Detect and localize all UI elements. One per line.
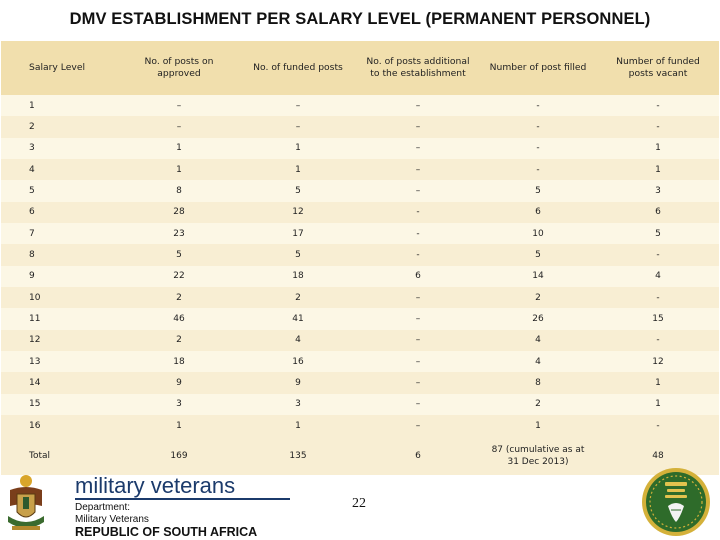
cell-posts-approved: – [119,95,239,116]
cell-funded-vacant: - [597,287,719,308]
cell-posts-filled: 4 [479,351,597,372]
cell-posts-approved: 23 [119,223,239,244]
cell-funded-posts: 12 [239,202,357,223]
cell-posts-additional: – [357,287,479,308]
cell-funded-vacant: - [597,95,719,116]
cell-funded-posts: 4 [239,330,357,351]
cell-funded-vacant: - [597,330,719,351]
total-label: Total [1,436,119,475]
cell-funded-vacant: - [597,244,719,265]
total-vacant: 48 [597,436,719,475]
cell-salary-level: 4 [1,159,119,180]
cell-funded-posts: 1 [239,159,357,180]
cell-posts-approved: 28 [119,202,239,223]
table-row [1,372,719,393]
brand-title: military veterans [75,473,236,498]
table-row [1,287,719,308]
cell-posts-filled: 1 [479,415,597,436]
cell-salary-level: 3 [1,138,119,159]
cell-posts-additional: – [357,415,479,436]
cell-posts-additional: – [357,372,479,393]
header-funded-posts: No. of funded posts [239,41,357,95]
cell-posts-additional: - [357,202,479,223]
table-row [1,394,719,415]
cell-posts-additional: – [357,138,479,159]
cell-funded-posts: 1 [239,415,357,436]
cell-posts-additional: 6 [357,266,479,287]
cell-salary-level: 16 [1,415,119,436]
table-row [1,138,719,159]
cell-posts-additional: – [357,394,479,415]
cell-posts-filled: - [479,159,597,180]
cell-posts-filled: 8 [479,372,597,393]
table-row [1,223,719,244]
cell-salary-level: 6 [1,202,119,223]
cell-posts-approved: 1 [119,159,239,180]
department-label: Department: Military Veterans [75,502,149,525]
cell-posts-filled: 2 [479,394,597,415]
cell-posts-approved: 8 [119,180,239,201]
cell-posts-filled: - [479,95,597,116]
cell-funded-vacant: - [597,415,719,436]
table-header-row [1,41,719,95]
cell-funded-vacant: 4 [597,266,719,287]
cell-posts-filled: 5 [479,180,597,201]
table-row [1,159,719,180]
cell-funded-vacant: - [597,116,719,137]
country-label: REPUBLIC OF SOUTH AFRICA [75,525,258,539]
header-posts-approved: No. of posts on approved [119,41,239,95]
cell-salary-level: 5 [1,180,119,201]
cell-posts-additional: – [357,116,479,137]
cell-funded-posts: – [239,116,357,137]
cell-salary-level: 2 [1,116,119,137]
cell-posts-filled: 5 [479,244,597,265]
cell-posts-approved: 18 [119,351,239,372]
table-row [1,330,719,351]
table-row [1,95,719,116]
cell-funded-vacant: 15 [597,308,719,329]
cell-posts-approved: 22 [119,266,239,287]
table-row [1,266,719,287]
coat-of-arms-icon [4,472,48,536]
cell-posts-filled: 26 [479,308,597,329]
cell-posts-approved: 1 [119,415,239,436]
cell-salary-level: 9 [1,266,119,287]
table-row [1,244,719,265]
cell-funded-posts: 5 [239,244,357,265]
brand-underline [75,498,290,500]
table-row [1,180,719,201]
cell-posts-approved: 1 [119,138,239,159]
cell-funded-vacant: 1 [597,394,719,415]
cell-funded-posts: 5 [239,180,357,201]
cell-funded-vacant: 5 [597,223,719,244]
cell-posts-additional: - [357,223,479,244]
cell-posts-approved: 3 [119,394,239,415]
cell-salary-level: 8 [1,244,119,265]
cell-posts-approved: 9 [119,372,239,393]
cell-posts-additional: – [357,308,479,329]
cell-funded-vacant: 1 [597,159,719,180]
table-row [1,202,719,223]
cell-salary-level: 7 [1,223,119,244]
cell-salary-level: 13 [1,351,119,372]
cell-funded-posts: – [239,95,357,116]
header-posts-filled: Number of post filled [479,41,597,95]
total-filled: 87 (cumulative as at 31 Dec 2013) [479,436,597,475]
cell-posts-additional: – [357,351,479,372]
cell-funded-posts: 1 [239,138,357,159]
cell-salary-level: 10 [1,287,119,308]
table-row [1,308,719,329]
cell-posts-approved: 2 [119,287,239,308]
cell-funded-posts: 3 [239,394,357,415]
cell-posts-additional: – [357,159,479,180]
cell-posts-additional: – [357,180,479,201]
military-veterans-badge-icon [640,466,712,538]
cell-funded-posts: 9 [239,372,357,393]
cell-salary-level: 14 [1,372,119,393]
cell-posts-filled: 2 [479,287,597,308]
cell-salary-level: 15 [1,394,119,415]
cell-funded-vacant: 6 [597,202,719,223]
cell-funded-posts: 16 [239,351,357,372]
cell-posts-approved: – [119,116,239,137]
table-row [1,351,719,372]
cell-funded-vacant: 1 [597,372,719,393]
header-salary-level: Salary Level [1,41,119,95]
cell-posts-approved: 46 [119,308,239,329]
page-title: DMV ESTABLISHMENT PER SALARY LEVEL (PERMANENT PERSONNEL) [69,9,651,28]
total-additional: 6 [357,436,479,475]
cell-posts-additional: – [357,330,479,351]
header-posts-additional: No. of posts additional to the establishment [357,41,479,95]
cell-posts-filled: - [479,116,597,137]
total-approved: 169 [119,436,239,475]
establishment-table [1,41,719,475]
cell-posts-approved: 2 [119,330,239,351]
cell-funded-posts: 2 [239,287,357,308]
cell-posts-additional: - [357,244,479,265]
cell-funded-vacant: 12 [597,351,719,372]
cell-salary-level: 12 [1,330,119,351]
table-total-row [1,436,719,475]
page-number: 22 [352,496,366,511]
cell-funded-vacant: 1 [597,138,719,159]
total-funded: 135 [239,436,357,475]
cell-funded-posts: 18 [239,266,357,287]
cell-posts-filled: 6 [479,202,597,223]
cell-posts-additional: – [357,95,479,116]
cell-posts-filled: 10 [479,223,597,244]
cell-posts-filled: 14 [479,266,597,287]
cell-funded-posts: 41 [239,308,357,329]
header-funded-vacant: Number of funded posts vacant [597,41,719,95]
cell-salary-level: 11 [1,308,119,329]
cell-posts-filled: - [479,138,597,159]
cell-funded-posts: 17 [239,223,357,244]
cell-funded-vacant: 3 [597,180,719,201]
table-row [1,116,719,137]
table-row [1,415,719,436]
cell-salary-level: 1 [1,95,119,116]
cell-posts-approved: 5 [119,244,239,265]
cell-posts-filled: 4 [479,330,597,351]
